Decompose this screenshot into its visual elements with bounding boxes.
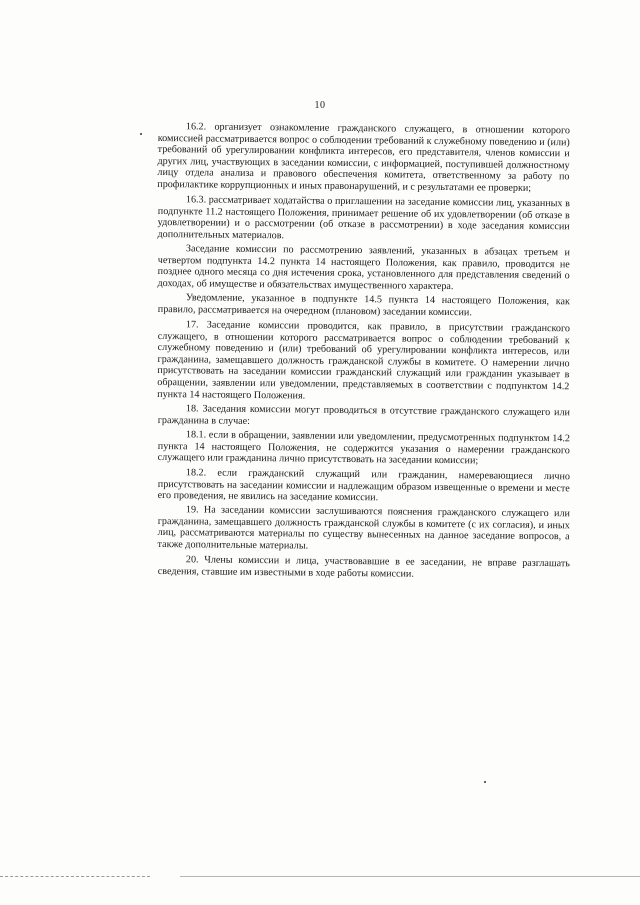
paragraph-17: 17. Заседание комиссии проводится, как правило, в присутствии гражданского служащего, в отношении которого рассматривается вопрос о соблюдении требований к служебному поведению и (или) требований об урегулировании конфликта интересов, или гражданина, замещавшего должность гражданской службы в комитете. О намерении лично присутствовать на заседании комиссии гражданский служащий или гражданин указывает в обращении, заявлении или уведомлении, представляемых в соответствии с подпунктом 14.2 пункта 14 настоящего Положения.: [157, 318, 570, 401]
paragraph-notification: Уведомление, указанное в подпункте 14.5 пункта 14 настоящего Положения, как правило, рассматривается на очередном (плановом) заседании комиссии.: [157, 292, 570, 319]
scan-speck-right: [484, 781, 486, 783]
paragraph-16-2: 16.2. организует ознакомление гражданского служащего, в отношении которого комиссией рассматривается вопрос о соблюдении требований к служебному поведению и (или) требований об урегулировании конфликта интересов, его представителя, членов комиссии и других лиц, участвующих в заседании комиссии, с информацией, поступившей должностному лицу отдела анализа и правового обеспечения комитета, ответственному за работу по профилактике коррупционных и иных правонарушений, и с результатами ее проверки;: [157, 121, 570, 194]
paragraph-18-1: 18.1. если в обращении, заявлении или уведомлении, предусмотренных подпунктом 14.2 пункта 14 настоящего Положения, не содержится указания о намерении гражданского служащего или гражданина лично присутствовать на заседании комиссии;: [157, 429, 570, 467]
scan-edge-line-right: [180, 876, 640, 877]
paragraph-meeting-deadline: Заседание комиссии по рассмотрению заявлений, указанных в абзацах третьем и четвертом подпункта 14.2 пункта 14 настоящего Положения, как правило, проводится не позднее одного месяца со дня истечения срока, установленного для представления сведений о доходах, об имуществе и обязательствах имущественного характера.: [157, 243, 570, 292]
paragraph-16-3: 16.3. рассматривает ходатайства о приглашении на заседание комиссии лиц, указанных в подпункте 11.2 настоящего Положения, принимает решение об их удовлетворении (об отказе в удовлетворении) и о рассмотрении (об отказе в рассмотрении) в ходе заседания комиссии дополнительных материалов.: [157, 193, 570, 241]
document-body: [158, 121, 570, 580]
scan-edge-line-left: [0, 876, 150, 877]
page-number: 10: [314, 100, 326, 111]
paragraph-19: 19. На заседании комиссии заслушиваются пояснения гражданского служащего или гражданина, замещавшего должность гражданской службы в комитете (с их согласия), и иных лиц, рассматриваются материалы по существу вынесенных на данное заседание вопросов, а также дополнительные материалы.: [157, 504, 570, 552]
scan-speck-left: [140, 133, 142, 135]
paragraph-20: 20. Члены комиссии и лица, участвовавшие в ее заседании, не вправе разглашать сведения, ставшие им известными в ходе работы комиссии.: [157, 554, 570, 580]
paragraph-18: 18. Заседания комиссии могут проводиться в отсутствие гражданского служащего или гражданина в случае:: [157, 402, 570, 427]
paragraph-18-2: 18.2. если гражданский служащий или гражданин, намеревающиеся лично присутствовать на заседании комиссии и надлежащим образом извещенные о времени и месте его проведения, не явились на заседание комиссии.: [157, 466, 570, 504]
